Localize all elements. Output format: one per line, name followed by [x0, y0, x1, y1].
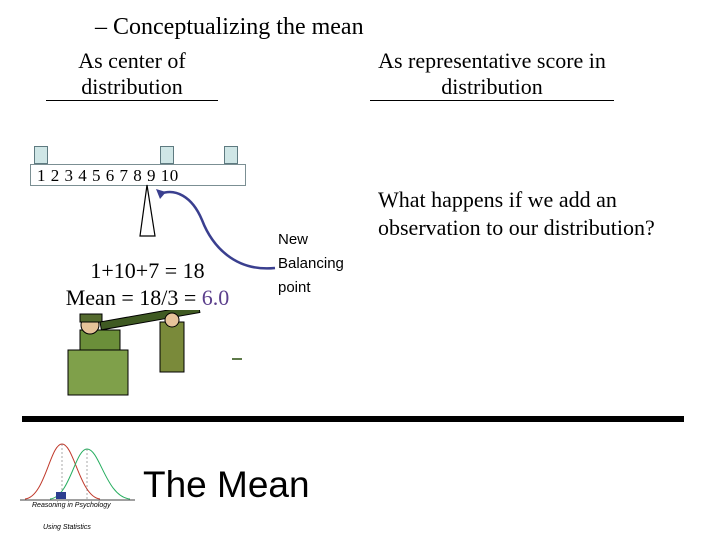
right-heading-text: As representative score in distribution — [378, 48, 606, 99]
slide-title: The Mean — [143, 464, 310, 505]
calc-sum: 1+10+7 = 18 — [90, 258, 205, 283]
calc-mean-value: 6.0 — [201, 285, 230, 310]
new-balancing-point-label — [278, 228, 344, 300]
bazooka-tube — [100, 310, 200, 330]
arrow-head — [156, 189, 166, 199]
right-heading-underline — [370, 100, 614, 101]
weight-at-1 — [34, 146, 48, 164]
calculation — [50, 257, 245, 311]
number-line-beam: 1 2 3 4 5 6 7 8 9 10 — [30, 164, 246, 186]
calc-mean — [50, 284, 245, 311]
projectile-trail — [232, 358, 242, 360]
data-bars — [56, 492, 66, 499]
weight-at-7 — [160, 146, 174, 164]
logo-caption-1: Reasoning in Psychology — [32, 502, 111, 509]
soldier2-head — [165, 313, 179, 327]
logo-caption-2: Using Statistics — [43, 524, 91, 531]
balance-label-line1: New — [278, 231, 309, 248]
balance-label-line2: Balancing — [278, 255, 344, 272]
soldier2-body — [160, 322, 184, 372]
question-text: What happens if we add an observation to our distribution? — [378, 187, 655, 240]
footer-divider — [22, 416, 684, 422]
balance-label-line3: point — [278, 279, 311, 296]
left-heading-underline — [46, 100, 218, 101]
calc-mean-prefix: Mean = 18/3 = — [65, 285, 202, 310]
bullet-heading: – Conceptualizing the mean — [95, 14, 364, 40]
weight-at-10 — [224, 146, 238, 164]
soldiers-clipart — [40, 310, 250, 410]
logo-bell-curves-icon — [20, 434, 140, 506]
left-heading-text: As center of distribution — [78, 48, 186, 99]
soldier1-camo — [68, 350, 128, 395]
soldier1-helmet — [80, 314, 102, 322]
right-column-heading — [370, 48, 614, 101]
left-column-heading — [46, 48, 218, 101]
fulcrum-triangle — [140, 185, 155, 236]
